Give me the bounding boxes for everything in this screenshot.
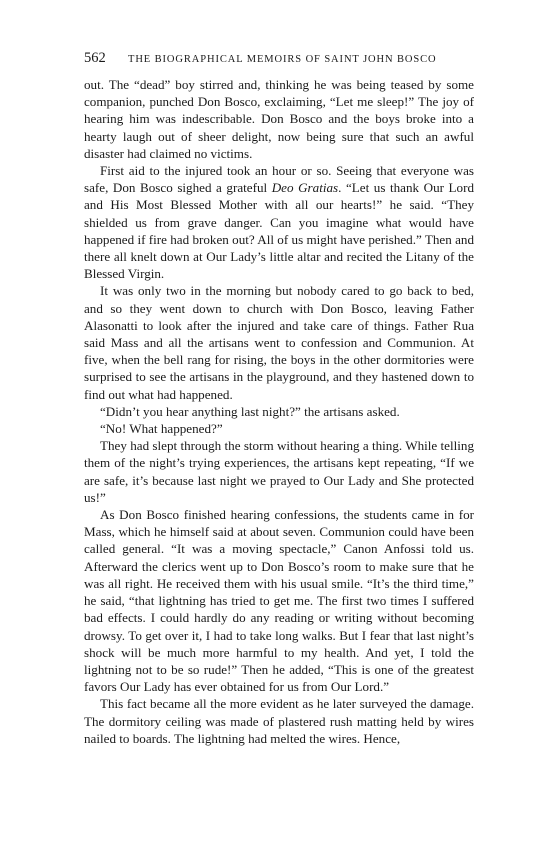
running-head bbox=[84, 50, 474, 72]
paragraph-1: out. The “dead” boy stirred and, thinking he was being teased by some companion, punched Don Bosco, exclaiming, “Let me sleep!” The joy of hearing him was indescribable. Don Bosco and the boys broke into a hearty laugh out of sheer delight, now being sure that such an awful disaster had claimed no victims. bbox=[84, 77, 474, 161]
paragraph-5: “No! What happened?” bbox=[100, 421, 223, 437]
paragraph-2-text-after: . “Let us thank Our Lord and His Most Blessed Mother with all our hearts!” he said. “They shielded us from grave danger. Can you imagine what would have happened if fire had broken out? All of us might have perished.” Then and there all knelt down at Our Lady’s little altar and recited the Litany of the Blessed Virgin. bbox=[84, 180, 475, 282]
body-text bbox=[84, 76, 474, 747]
paragraph-2 bbox=[84, 162, 474, 282]
paragraph-7: As Don Bosco finished hearing confessions, the students came in for Mass, which he himself said at about seven. Communion could have been called general. “It was a moving spectacle,” Canon Anfossi told us. Afterward the clerics went up to Don Bosco’s room to make sure that he was all right. He received them with his usual smile. “It’s the third time,” he said, “that lightning has tried to get me. The first two times I suffered bad effects. I could hardly do any reading or writing without becoming drowsy. To get over it, I had to take long walks. But I fear that last night’s shock will be much more harmful to my health. And yet, I told the lightning not to be so rude!” Then he added, “This is one of the greatest favors Our Lady has ever obtained for us from Our Lord.” bbox=[84, 507, 474, 695]
paragraph-4: “Didn’t you hear anything last night?” the artisans asked. bbox=[100, 403, 400, 419]
running-title: THE BIOGRAPHICAL MEMOIRS OF SAINT JOHN BOSCO bbox=[128, 54, 437, 65]
paragraph-3: It was only two in the morning but nobody cared to go back to bed, and so they went down to church with Don Bosco, leaving Father Alasonatti to look after the injured and take care of things. Father Rua said Mass and all the artisans went to confession and Communion. At five, when the bell rang for rising, the boys in the other dormitories were surprised to see the artisans in the playground, and they hastened down to find out what had happened. bbox=[84, 283, 474, 402]
paragraph-8: This fact became all the more evident as he later surveyed the damage. The dormitory ceiling was made of plastered rush matting held by wires nailed to boards. The lightning had melted the wires. Hence, bbox=[84, 696, 474, 746]
book-page bbox=[84, 50, 474, 747]
page-number: 562 bbox=[84, 50, 106, 66]
paragraph-2-text-before: First aid to the injured took an hour or so. Seeing that everyone was safe, Don Bosco sighed a grateful bbox=[84, 163, 474, 196]
paragraph-6: They had slept through the storm without hearing a thing. While telling them of the night’s trying experiences, the artisans kept repeating, “If we are safe, it’s because last night we prayed to Our Lady and She protected us!” bbox=[84, 438, 474, 505]
paragraph-2-italic-phrase: Deo Gratias bbox=[271, 180, 339, 196]
